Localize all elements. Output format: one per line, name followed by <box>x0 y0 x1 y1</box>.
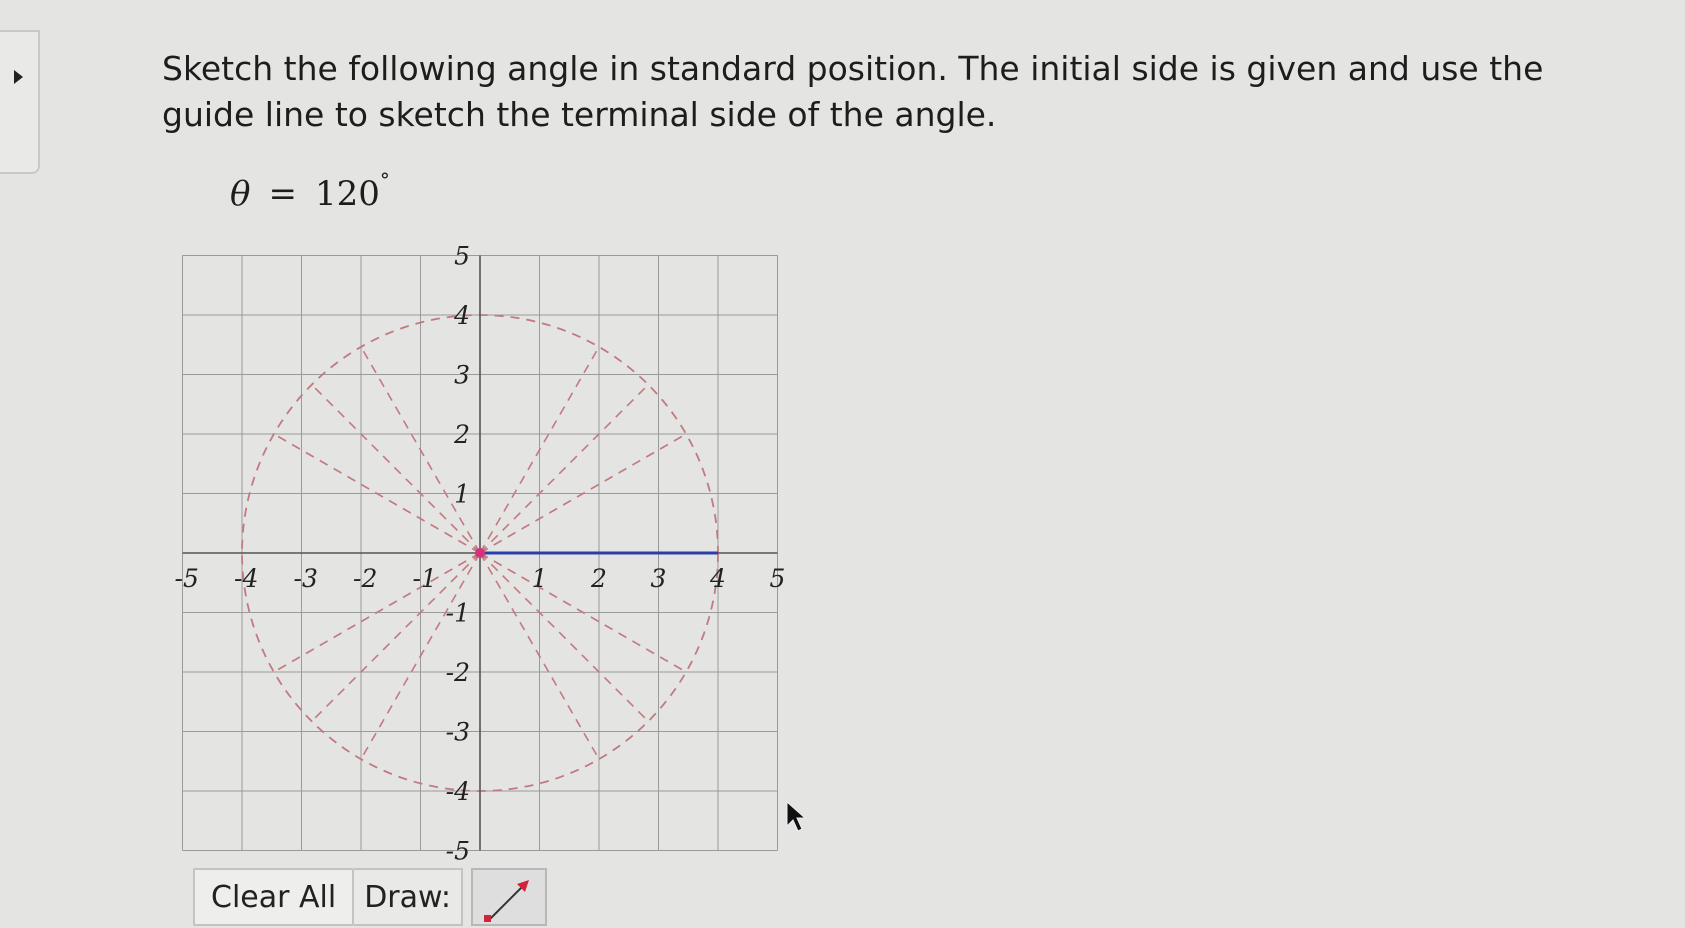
x-tick-label: 1 <box>531 564 548 593</box>
equals-sign: = <box>268 174 297 214</box>
theta-symbol: θ <box>230 174 251 214</box>
x-tick-label: -2 <box>353 564 378 593</box>
draw-label: Draw: <box>354 868 463 926</box>
x-tick-label: 4 <box>710 564 726 593</box>
origin-point <box>475 548 485 558</box>
x-tick-label: 3 <box>650 564 667 593</box>
question-prompt: Sketch the following angle in standard position. The initial side is given and use the guide line to sketch the terminal side of the angle. <box>162 49 1544 134</box>
clear-all-button[interactable]: Clear All <box>193 868 354 926</box>
mouse-cursor-icon <box>785 800 809 834</box>
y-tick-label: -4 <box>445 777 470 806</box>
degree-symbol: ° <box>379 168 390 192</box>
x-tick-label: -5 <box>174 564 199 593</box>
y-tick-label: 5 <box>454 241 470 271</box>
line-segment-tool-button[interactable] <box>471 868 547 926</box>
y-tick-label: -2 <box>445 658 470 687</box>
guide-ray-45 <box>480 385 648 553</box>
y-tick-label: -1 <box>445 598 470 628</box>
guide-ray-315 <box>480 553 648 721</box>
graph-toolbar <box>193 868 547 926</box>
line-segment-icon <box>473 870 545 928</box>
guide-ray-225 <box>312 553 480 721</box>
y-tick-label: -5 <box>445 836 470 866</box>
x-tick-label: 2 <box>591 564 607 593</box>
y-tick-label: -3 <box>445 717 470 747</box>
x-tick-label: -1 <box>412 564 437 593</box>
angle-value: 120 <box>314 174 380 214</box>
y-tick-label: 3 <box>454 360 470 390</box>
y-tick-label: 1 <box>454 479 470 509</box>
x-tick-label: -4 <box>234 564 259 593</box>
x-tick-label: 5 <box>769 564 786 593</box>
y-tick-label: 4 <box>454 301 470 330</box>
y-tick-label: 2 <box>454 420 470 449</box>
x-tick-label: -3 <box>293 564 318 593</box>
angle-sides <box>475 548 718 558</box>
guide-ray-135 <box>312 385 480 553</box>
